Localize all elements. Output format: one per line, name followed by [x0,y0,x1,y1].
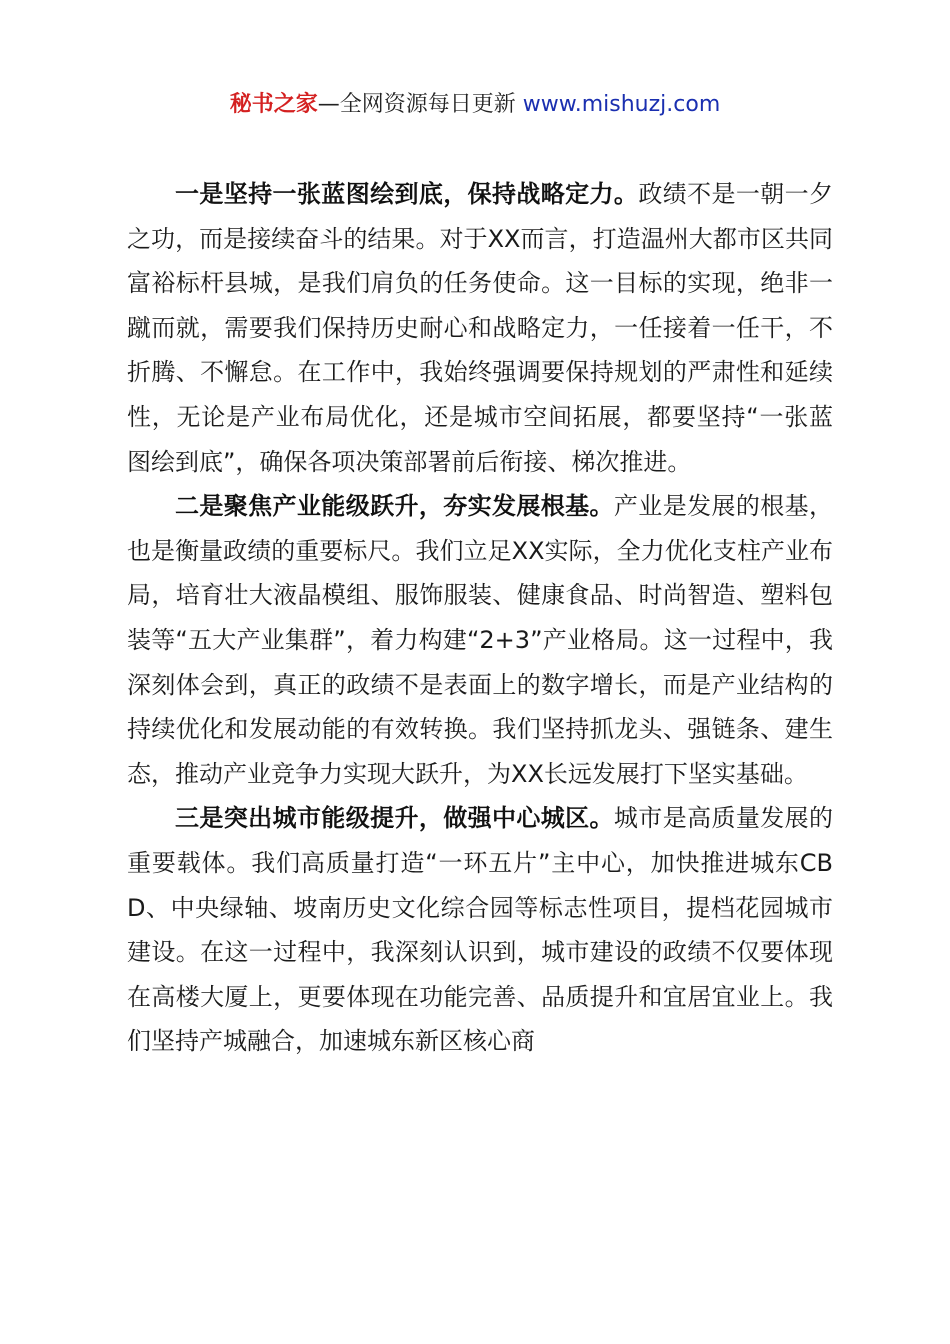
document-body [127,172,833,1064]
paragraph-2-text: 产业是发展的根基，也是衡量政绩的重要标尺。我们立足XX实际，全力优化支柱产业布局，培育壮大液晶模组、服饰服装、健康食品、时尚智造、塑料包装等“五大产业集群”，着力构建“2+3”产业格局。这一过程中，我深刻体会到，真正的政绩不是表面上的数字增长，而是产业结构的持续优化和发展动能的有效转换。我们坚持抓龙头、强链条、建生态，推动产业竞争力实现大跃升，为XX长远发展打下坚实基础。 [127,492,833,788]
paragraph-1-text: 政绩不是一朝一夕之功，而是接续奋斗的结果。对于XX而言，打造温州大都市区共同富裕标杆县城，是我们肩负的任务使命。这一目标的实现，绝非一蹴而就，需要我们保持历史耐心和战略定力，一任接着一任干，不折腾、不懈怠。在工作中，我始终强调要保持规划的严肃性和延续性，无论是产业布局优化，还是城市空间拓展，都要坚持“一张蓝图绘到底”，确保各项决策部署前后衔接、梯次推进。 [127,180,834,476]
paragraph-3-text: 城市是高质量发展的重要载体。我们高质量打造“一环五片”主中心，加快推进城东CBD、中央绿轴、坡南历史文化综合园等标志性项目，提档花园城市建设。在这一过程中，我深刻认识到，城市建设的政绩不仅要体现在高楼大厦上，更要体现在功能完善、品质提升和宜居宜业上。我们坚持产城融合，加速城东新区核心商 [127,804,833,1056]
paragraph-3-heading: 三是突出城市能级提升，做强中心城区。 [175,804,614,833]
site-header [0,88,950,122]
paragraph-2-heading: 二是聚焦产业能级跃升，夯实发展根基。 [175,492,614,521]
paragraph-3 [127,796,833,1064]
paragraph-1-heading: 一是坚持一张蓝图绘到底，保持战略定力。 [175,180,639,208]
paragraph-2 [127,484,833,796]
header-tagline: —全网资源每日更新 [317,92,516,117]
brand-name: 秘书之家 [229,92,318,117]
paragraph-1 [127,172,833,484]
site-url-link[interactable]: www.mishuzj.com [522,92,721,117]
